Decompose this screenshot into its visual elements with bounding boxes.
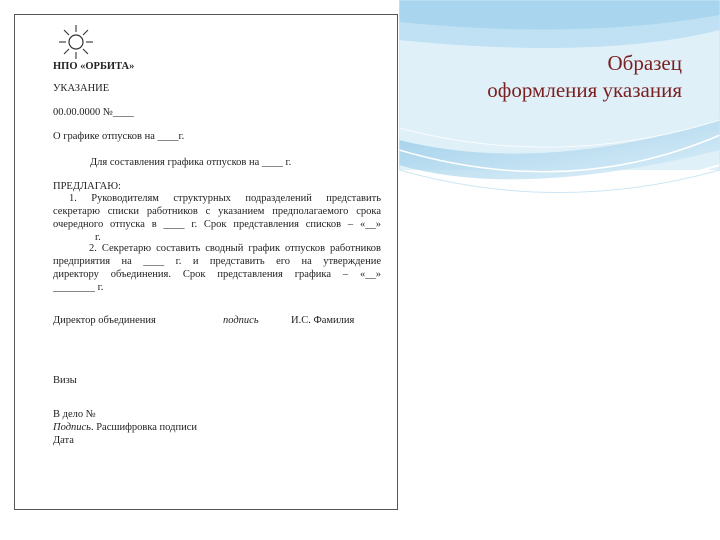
item1-line1: 1. Руководителям структурных подразделений представить: [69, 193, 381, 204]
in-case-label: В дело №: [53, 409, 96, 420]
item1-line4: г.: [95, 232, 101, 243]
signature-position: Директор объединения: [53, 315, 156, 326]
item1-line3: очередного отпуска в ____ г. Срок представления списков – «__»: [53, 219, 381, 230]
document-type: УКАЗАНИЕ: [53, 83, 110, 94]
item2-line2: предприятия на ____ г. и представить его на утверждение: [53, 256, 381, 267]
slide-title-line1: Образец: [607, 51, 682, 75]
item2-line1: 2. Секретарю составить сводный график отпусков работников: [89, 243, 381, 254]
signature-decode-label: Подпись: [53, 422, 91, 433]
slide-title: [487, 50, 682, 104]
date-label: Дата: [53, 435, 74, 446]
signature-placeholder: подпись: [223, 315, 259, 326]
item2-line3: директору объединения. Срок представления графика – «__»: [53, 269, 381, 280]
document-page: [14, 14, 398, 510]
propose-heading: ПРЕДЛАГАЮ:: [53, 181, 121, 192]
signature-decode-row: [53, 422, 197, 434]
preamble: Для составления графика отпусков на ____ г.: [90, 157, 292, 168]
item2-line4: ________ г.: [53, 282, 104, 293]
organization-name: НПО «ОРБИТА»: [53, 61, 135, 72]
slide-title-line2: оформления указания: [487, 78, 682, 102]
colon: .: [90, 422, 97, 433]
signature-decode-text: Расшифровка подписи: [96, 422, 197, 433]
signature-name: И.С. Фамилия: [291, 315, 355, 326]
visa-label: Визы: [53, 375, 77, 386]
sun-logo-icon: [57, 23, 95, 61]
wave-decoration: [399, 0, 720, 220]
document-subject: О графике отпусков на ____г.: [53, 131, 185, 142]
date-number: 00.00.0000 №____: [53, 107, 134, 118]
item1-line2: секретарю списки работников с указанием предполагаемого срока: [53, 206, 381, 217]
